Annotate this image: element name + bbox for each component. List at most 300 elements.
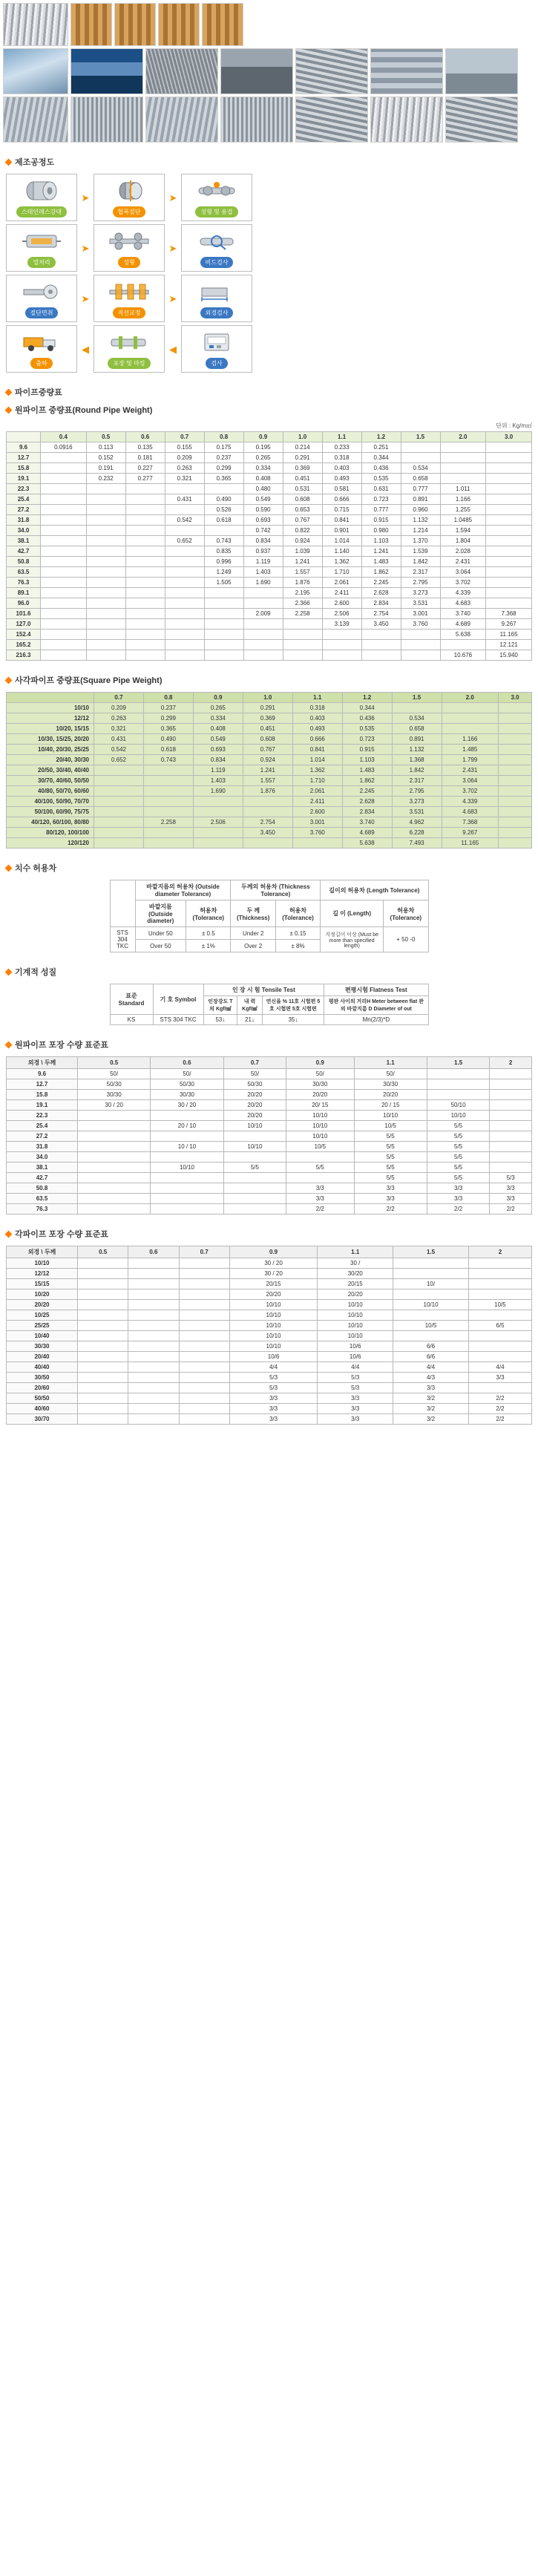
square-weight-cell bbox=[143, 776, 193, 786]
round-weight-cell: 2.834 bbox=[361, 598, 401, 609]
round-weight-cell: 0.451 bbox=[283, 474, 322, 484]
round-weight-cell: 0.195 bbox=[243, 442, 283, 453]
square-weight-cell: 2.795 bbox=[392, 786, 442, 797]
round-weight-cell bbox=[440, 474, 486, 484]
round-weight-cell: 0.693 bbox=[243, 515, 283, 526]
mech-sub-yield: 내 력 Kgf/㎟ bbox=[237, 996, 262, 1015]
square-weight-cell: 0.237 bbox=[143, 703, 193, 713]
round-weight-cell: 0.777 bbox=[401, 484, 440, 494]
tolerance-standard-head bbox=[110, 880, 135, 927]
table-row bbox=[7, 745, 532, 755]
manufacturing-flow-diagram bbox=[6, 174, 532, 373]
col-head-3-0: 3.0 bbox=[486, 432, 532, 442]
pack-qty-cell: 20/20 bbox=[223, 1100, 286, 1111]
section-title-square-packing bbox=[6, 1228, 538, 1240]
round-weight-cell bbox=[41, 567, 87, 578]
round-weight-cell bbox=[401, 650, 440, 661]
sqpack-head-size: 외경 \ 두께 bbox=[7, 1246, 78, 1258]
table-row bbox=[7, 765, 532, 776]
round-od-value: 19.1 bbox=[7, 474, 41, 484]
sqpack-qty-cell bbox=[128, 1414, 179, 1425]
round-weight-cell: 2.506 bbox=[322, 609, 361, 619]
tolerance-group-header-row bbox=[110, 880, 428, 900]
pack-qty-cell: 5/5 bbox=[427, 1121, 489, 1131]
round-weight-cell bbox=[401, 640, 440, 650]
pack-qty-cell: 30 / 20 bbox=[78, 1100, 151, 1111]
sqpack-size-value: 40/60 bbox=[7, 1404, 78, 1414]
mechanical-properties-table bbox=[110, 984, 429, 1025]
square-weight-cell: 0.534 bbox=[392, 713, 442, 724]
photo-fence-rail bbox=[220, 97, 293, 143]
square-weight-cell: 2.411 bbox=[292, 797, 342, 807]
square-weight-cell: 1.241 bbox=[243, 765, 292, 776]
table-row bbox=[7, 630, 532, 640]
pack-qty-cell bbox=[151, 1111, 223, 1121]
round-weight-cell: 1.370 bbox=[401, 536, 440, 546]
pack-qty-cell: 10/5 bbox=[354, 1121, 427, 1131]
photo-pipe-bundle-large bbox=[3, 3, 68, 46]
round-weight-cell: 4.683 bbox=[440, 598, 486, 609]
square-weight-cell: 7.493 bbox=[392, 838, 442, 849]
col-head-0-5: 0.5 bbox=[86, 432, 125, 442]
square-weight-cell: 9.267 bbox=[442, 828, 498, 838]
sqpack-qty-cell: 10/10 bbox=[318, 1300, 393, 1310]
round-weight-cell bbox=[165, 619, 204, 630]
pack-qty-cell bbox=[151, 1152, 223, 1163]
round-weight-cell: 0.658 bbox=[401, 474, 440, 484]
square-weight-cell: 6.228 bbox=[392, 828, 442, 838]
round-weight-cell: 3.001 bbox=[401, 609, 440, 619]
round-weight-cell bbox=[86, 650, 125, 661]
pack-qty-cell: 5/5 bbox=[427, 1131, 489, 1142]
section-title-round-packing-label: 원파이프 포장 수량 표준표 bbox=[15, 1041, 109, 1050]
pack-qty-cell bbox=[78, 1121, 151, 1131]
round-weight-cell: 1.862 bbox=[361, 567, 401, 578]
pack-qty-cell: 30/30 bbox=[354, 1079, 427, 1090]
round-weight-cell bbox=[86, 619, 125, 630]
round-weight-cell: 1.842 bbox=[401, 557, 440, 567]
photo-warehouse-rack bbox=[220, 48, 293, 94]
round-weight-cell bbox=[486, 567, 532, 578]
round-od-value: 27.2 bbox=[7, 505, 41, 515]
round-od-value: 76.3 bbox=[7, 578, 41, 588]
sizing-icon bbox=[94, 225, 164, 257]
sub-head-od: 바깥지름 (Outside diameter) bbox=[135, 900, 186, 927]
table-row bbox=[7, 1090, 532, 1100]
round-weight-cell: 0.369 bbox=[283, 463, 322, 474]
round-weight-cell: 1.249 bbox=[204, 567, 243, 578]
round-weight-cell: 0.834 bbox=[243, 536, 283, 546]
cell-length-tol: + 50 -0 bbox=[384, 927, 428, 952]
round-weight-cell bbox=[125, 515, 165, 526]
sqpack-qty-cell bbox=[128, 1373, 179, 1383]
round-weight-cell bbox=[243, 588, 283, 598]
flow-step-straighten[interactable] bbox=[94, 275, 165, 322]
sqpack-qty-cell bbox=[128, 1393, 179, 1404]
round-weight-cell: 2.258 bbox=[283, 609, 322, 619]
pack-head-2: 2 bbox=[490, 1057, 532, 1069]
round-weight-cell: 7.368 bbox=[486, 609, 532, 619]
square-weight-cell bbox=[94, 786, 144, 797]
sqpack-qty-cell: 3/2 bbox=[393, 1404, 469, 1414]
sqpack-qty-cell bbox=[468, 1289, 531, 1300]
pack-qty-cell bbox=[490, 1121, 532, 1131]
diamond-bullet-icon bbox=[5, 676, 13, 684]
flow-step-inspection[interactable] bbox=[181, 325, 252, 373]
straighten-icon bbox=[94, 275, 164, 307]
gallery-row-3 bbox=[3, 97, 535, 143]
flow-step-weld-check-label: 비드검사 bbox=[200, 257, 234, 268]
sqpack-qty-cell bbox=[179, 1393, 229, 1404]
flow-step-shipping[interactable] bbox=[6, 325, 77, 373]
mech-sub-elongation: 연신율 % 11호 시험편 5호 시험편 5호 시험편 bbox=[262, 996, 324, 1015]
flow-step-cutting[interactable] bbox=[6, 275, 77, 322]
flow-step-cutting-label: 절단면취 bbox=[25, 307, 59, 318]
sqpack-qty-cell bbox=[128, 1362, 179, 1373]
round-weight-cell bbox=[86, 557, 125, 567]
flow-step-inspection-label: 검사 bbox=[206, 358, 227, 369]
pack-qty-cell: 10/10 bbox=[427, 1111, 489, 1121]
table-row bbox=[7, 1404, 532, 1414]
pack-od-value: 42.7 bbox=[7, 1173, 78, 1183]
section-title-tolerance bbox=[6, 862, 538, 874]
round-weight-cell bbox=[41, 484, 87, 494]
round-weight-cell: 0.299 bbox=[204, 463, 243, 474]
square-weight-cell bbox=[94, 765, 144, 776]
cell-thk-tol-over: ± 8% bbox=[275, 940, 320, 952]
pack-qty-cell: 30/30 bbox=[78, 1090, 151, 1100]
col-head-sq-0-7: 0.7 bbox=[94, 693, 144, 703]
sqpack-size-value: 25/25 bbox=[7, 1321, 78, 1331]
square-weight-cell: 3.064 bbox=[442, 776, 498, 786]
table-row bbox=[7, 807, 532, 817]
flow-arrow-3: ➤ bbox=[81, 242, 90, 254]
flow-step-coil-label: 스테인레스강대 bbox=[16, 206, 67, 218]
round-weight-cell bbox=[125, 546, 165, 557]
round-weight-cell bbox=[41, 505, 87, 515]
square-weight-cell bbox=[442, 724, 498, 734]
pack-qty-cell bbox=[490, 1152, 532, 1163]
truck-icon bbox=[7, 326, 76, 358]
square-weight-cell bbox=[499, 807, 532, 817]
round-weight-cell bbox=[165, 505, 204, 515]
sqpack-head-1-1: 1.1 bbox=[318, 1246, 393, 1258]
round-weight-cell: 0.996 bbox=[204, 557, 243, 567]
mech-head-standard: 표준 Standard bbox=[110, 984, 153, 1015]
pack-qty-cell bbox=[78, 1183, 151, 1194]
sqpack-qty-cell bbox=[128, 1341, 179, 1352]
round-weight-cell: 3.760 bbox=[401, 619, 440, 630]
sqpack-qty-cell: 5/3 bbox=[229, 1373, 318, 1383]
round-weight-cell bbox=[322, 650, 361, 661]
round-weight-cell bbox=[243, 650, 283, 661]
round-weight-cell: 0.631 bbox=[361, 484, 401, 494]
cell-length-note: 지정길이 이상 (Must be more than specified length) bbox=[321, 927, 384, 952]
square-weight-cell: 0.549 bbox=[193, 734, 243, 745]
round-weight-cell: 0.237 bbox=[204, 453, 243, 463]
col-head-1-1: 1.1 bbox=[322, 432, 361, 442]
sqpack-qty-cell bbox=[128, 1404, 179, 1414]
sqpack-qty-cell bbox=[393, 1289, 469, 1300]
flow-step-slit[interactable] bbox=[94, 174, 165, 221]
sqpack-qty-cell: 10/6 bbox=[318, 1352, 393, 1362]
flow-step-forming-label: 성형 및 용접 bbox=[195, 206, 237, 218]
round-weight-cell bbox=[125, 630, 165, 640]
square-weight-cell bbox=[499, 724, 532, 734]
pack-od-value: 63.5 bbox=[7, 1194, 78, 1204]
dimension-tolerance-table bbox=[110, 880, 429, 952]
flow-step-forming[interactable] bbox=[181, 174, 252, 221]
square-weight-cell: 3.740 bbox=[342, 817, 392, 828]
round-weight-cell: 4.339 bbox=[440, 588, 486, 598]
square-weight-cell: 0.666 bbox=[292, 734, 342, 745]
square-weight-cell: 0.490 bbox=[143, 734, 193, 745]
col-head-sq-1-1: 1.1 bbox=[292, 693, 342, 703]
pack-qty-cell: 20/20 bbox=[354, 1090, 427, 1100]
round-weight-cell: 12.121 bbox=[486, 640, 532, 650]
round-weight-cell bbox=[243, 640, 283, 650]
round-weight-cell: 0.232 bbox=[86, 474, 125, 484]
col-head-sq-0-8: 0.8 bbox=[143, 693, 193, 703]
round-weight-cell bbox=[486, 484, 532, 494]
square-size-value: 10/30, 15/25, 20/20 bbox=[7, 734, 94, 745]
square-weight-cell: 0.321 bbox=[94, 724, 144, 734]
photo-wood-stack-4 bbox=[202, 3, 243, 46]
sqpack-qty-cell: 4/4 bbox=[468, 1362, 531, 1373]
round-weight-cell: 4.689 bbox=[440, 619, 486, 630]
pack-qty-cell: 2/2 bbox=[354, 1204, 427, 1215]
square-table-body bbox=[7, 703, 532, 849]
sqpack-qty-cell: 4/3 bbox=[393, 1373, 469, 1383]
round-weight-cell: 0.534 bbox=[401, 463, 440, 474]
square-size-value: 10/20, 15/15 bbox=[7, 724, 94, 734]
flow-arrow-5: ➤ bbox=[81, 292, 90, 304]
flow-step-coil[interactable] bbox=[6, 174, 77, 221]
square-weight-cell bbox=[243, 807, 292, 817]
sqpack-qty-cell: 5/3 bbox=[229, 1383, 318, 1393]
round-weight-cell: 0.666 bbox=[322, 494, 361, 505]
square-weight-cell: 1.103 bbox=[342, 755, 392, 765]
sqpack-size-value: 10/10 bbox=[7, 1258, 78, 1269]
sqpack-qty-cell: 6/6 bbox=[393, 1341, 469, 1352]
square-size-value: 40/100, 50/90, 70/70 bbox=[7, 797, 94, 807]
sqpack-qty-cell bbox=[468, 1331, 531, 1341]
table-row bbox=[7, 838, 532, 849]
table-row bbox=[7, 1079, 532, 1090]
square-weight-cell bbox=[94, 817, 144, 828]
pack-qty-cell bbox=[490, 1100, 532, 1111]
round-od-value: 42.7 bbox=[7, 546, 41, 557]
pack-qty-cell bbox=[78, 1163, 151, 1173]
round-weight-cell bbox=[86, 515, 125, 526]
pack-qty-cell bbox=[223, 1194, 286, 1204]
pack-qty-cell: 50/ bbox=[354, 1069, 427, 1079]
round-weight-cell bbox=[125, 578, 165, 588]
section-title-square-packing-label: 각파이프 포장 수량 표준표 bbox=[15, 1230, 109, 1239]
table-header-row bbox=[7, 432, 532, 442]
pack-qty-cell bbox=[490, 1079, 532, 1090]
col-head-0-7: 0.7 bbox=[165, 432, 204, 442]
page-bottom-spacer bbox=[0, 1425, 538, 1435]
sqpack-qty-cell bbox=[78, 1258, 128, 1269]
sqpack-qty-cell bbox=[78, 1300, 128, 1310]
round-od-value: 12.7 bbox=[7, 453, 41, 463]
round-weight-cell bbox=[440, 442, 486, 453]
square-weight-cell: 0.723 bbox=[342, 734, 392, 745]
cell-od-over: Over 50 bbox=[135, 940, 186, 952]
mech-cell-flatness: Mn(2/3)*D bbox=[324, 1015, 428, 1025]
round-weight-cell bbox=[165, 598, 204, 609]
round-weight-cell: 1.876 bbox=[283, 578, 322, 588]
round-weight-cell: 0.493 bbox=[322, 474, 361, 484]
round-weight-cell bbox=[86, 588, 125, 598]
square-weight-cell: 1.166 bbox=[442, 734, 498, 745]
sqpack-qty-cell: 20/15 bbox=[229, 1279, 318, 1289]
pack-qty-cell: 20 / 10 bbox=[151, 1121, 223, 1131]
square-size-value: 10/10 bbox=[7, 703, 94, 713]
sqpack-qty-cell bbox=[78, 1341, 128, 1352]
square-weight-cell bbox=[193, 797, 243, 807]
sqpack-head-2: 2 bbox=[468, 1246, 531, 1258]
flow-step-weld-check[interactable] bbox=[181, 224, 252, 272]
table-row bbox=[7, 474, 532, 484]
square-weight-cell: 5.638 bbox=[342, 838, 392, 849]
square-weight-cell: 0.767 bbox=[243, 745, 292, 755]
round-weight-cell bbox=[125, 640, 165, 650]
mech-cell-elongation: 35↓ bbox=[262, 1015, 324, 1025]
round-weight-cell bbox=[401, 453, 440, 463]
sqpack-head-0-9: 0.9 bbox=[229, 1246, 318, 1258]
square-weight-cell bbox=[499, 755, 532, 765]
square-weight-cell: 0.535 bbox=[342, 724, 392, 734]
sqpack-qty-cell bbox=[78, 1383, 128, 1393]
round-weight-cell: 9.267 bbox=[486, 619, 532, 630]
round-weight-cell bbox=[401, 630, 440, 640]
round-weight-cell: 2.195 bbox=[283, 588, 322, 598]
sqpack-qty-cell: 10/6 bbox=[318, 1341, 393, 1352]
pack-qty-cell: 20/ 15 bbox=[286, 1100, 354, 1111]
round-weight-cell bbox=[165, 650, 204, 661]
flow-arrow-4: ➤ bbox=[168, 242, 177, 254]
round-weight-cell bbox=[486, 505, 532, 515]
round-weight-cell: 2.009 bbox=[243, 609, 283, 619]
sqpack-qty-cell bbox=[78, 1414, 128, 1425]
round-weight-cell bbox=[165, 588, 204, 598]
round-weight-cell bbox=[41, 453, 87, 463]
group-head-outside-diameter: 바깥지름의 허용차 (Outside diameter Tolerance) bbox=[135, 880, 231, 900]
sqpack-qty-cell: 10/10 bbox=[318, 1321, 393, 1331]
square-weight-cell: 1.799 bbox=[442, 755, 498, 765]
round-weight-cell bbox=[486, 546, 532, 557]
flow-step-dimension[interactable] bbox=[181, 275, 252, 322]
pack-qty-cell bbox=[427, 1079, 489, 1090]
table-row bbox=[7, 797, 532, 807]
flow-step-sizing-label: 성형 bbox=[118, 257, 140, 268]
round-weight-cell bbox=[440, 640, 486, 650]
sqpack-qty-cell bbox=[78, 1321, 128, 1331]
pack-qty-cell: 5/5 bbox=[427, 1142, 489, 1152]
square-weight-cell: 1.690 bbox=[193, 786, 243, 797]
table-row bbox=[7, 724, 532, 734]
pack-qty-cell: 2/2 bbox=[427, 1204, 489, 1215]
inspection-icon bbox=[182, 326, 252, 358]
col-head-0-8: 0.8 bbox=[204, 432, 243, 442]
table-row bbox=[7, 1142, 532, 1152]
square-weight-cell: 2.506 bbox=[193, 817, 243, 828]
square-weight-cell: 1.119 bbox=[193, 765, 243, 776]
pack-qty-cell: 10 / 10 bbox=[151, 1142, 223, 1152]
square-weight-cell: 4.683 bbox=[442, 807, 498, 817]
square-weight-cell bbox=[193, 807, 243, 817]
table-row bbox=[7, 734, 532, 745]
sqpack-qty-cell: 10/10 bbox=[229, 1331, 318, 1341]
square-weight-cell: 0.369 bbox=[243, 713, 292, 724]
sqpack-qty-cell: 3/3 bbox=[229, 1414, 318, 1425]
table-row bbox=[7, 1069, 532, 1079]
table-row bbox=[7, 1331, 532, 1341]
round-weight-cell bbox=[165, 567, 204, 578]
sqpack-qty-cell bbox=[78, 1279, 128, 1289]
round-weight-cell bbox=[440, 463, 486, 474]
photo-sheet-bundle bbox=[145, 97, 218, 143]
pack-qty-cell: 50/ bbox=[286, 1069, 354, 1079]
cutting-icon bbox=[7, 275, 76, 307]
square-weight-cell bbox=[94, 828, 144, 838]
flow-step-sizing[interactable] bbox=[94, 224, 165, 272]
round-weight-cell bbox=[204, 640, 243, 650]
round-weight-cell: 0.901 bbox=[322, 526, 361, 536]
table-row bbox=[7, 755, 532, 765]
square-weight-cell: 0.834 bbox=[193, 755, 243, 765]
pack-qty-cell: 10/10 bbox=[286, 1131, 354, 1142]
round-weight-cell bbox=[283, 650, 322, 661]
table-row bbox=[7, 1183, 532, 1194]
round-weight-cell bbox=[125, 557, 165, 567]
table-header-row bbox=[7, 1057, 532, 1069]
round-weight-cell bbox=[283, 640, 322, 650]
pack-qty-cell: 50/ bbox=[223, 1069, 286, 1079]
flow-step-annealing[interactable] bbox=[6, 224, 77, 272]
round-weight-cell bbox=[165, 578, 204, 588]
pack-od-value: 12.7 bbox=[7, 1079, 78, 1090]
square-weight-cell: 0.291 bbox=[243, 703, 292, 713]
round-weight-cell: 1.241 bbox=[361, 546, 401, 557]
table-row bbox=[7, 453, 532, 463]
pack-head-1-5: 1.5 bbox=[427, 1057, 489, 1069]
round-od-value: 101.6 bbox=[7, 609, 41, 619]
sqpack-size-value: 30/70 bbox=[7, 1414, 78, 1425]
square-weight-cell: 1.842 bbox=[392, 765, 442, 776]
flow-step-packing[interactable] bbox=[94, 325, 165, 373]
photo-wood-stack-3 bbox=[158, 3, 200, 46]
pack-qty-cell bbox=[490, 1090, 532, 1100]
sqpack-qty-cell: 3/3 bbox=[318, 1414, 393, 1425]
pack-od-value: 9.6 bbox=[7, 1069, 78, 1079]
square-weight-cell: 1.557 bbox=[243, 776, 292, 786]
round-weight-cell bbox=[41, 578, 87, 588]
square-weight-cell: 4.962 bbox=[392, 817, 442, 828]
pack-qty-cell: 3/3 bbox=[286, 1194, 354, 1204]
pack-qty-cell bbox=[286, 1152, 354, 1163]
square-weight-cell bbox=[143, 765, 193, 776]
pack-od-value: 25.4 bbox=[7, 1121, 78, 1131]
table-row bbox=[7, 1383, 532, 1393]
square-weight-cell: 2.317 bbox=[392, 776, 442, 786]
square-weight-cell: 0.408 bbox=[193, 724, 243, 734]
sqpack-qty-cell: 10/ bbox=[393, 1279, 469, 1289]
col-head-sq-1-2: 1.2 bbox=[342, 693, 392, 703]
round-weight-cell bbox=[41, 609, 87, 619]
